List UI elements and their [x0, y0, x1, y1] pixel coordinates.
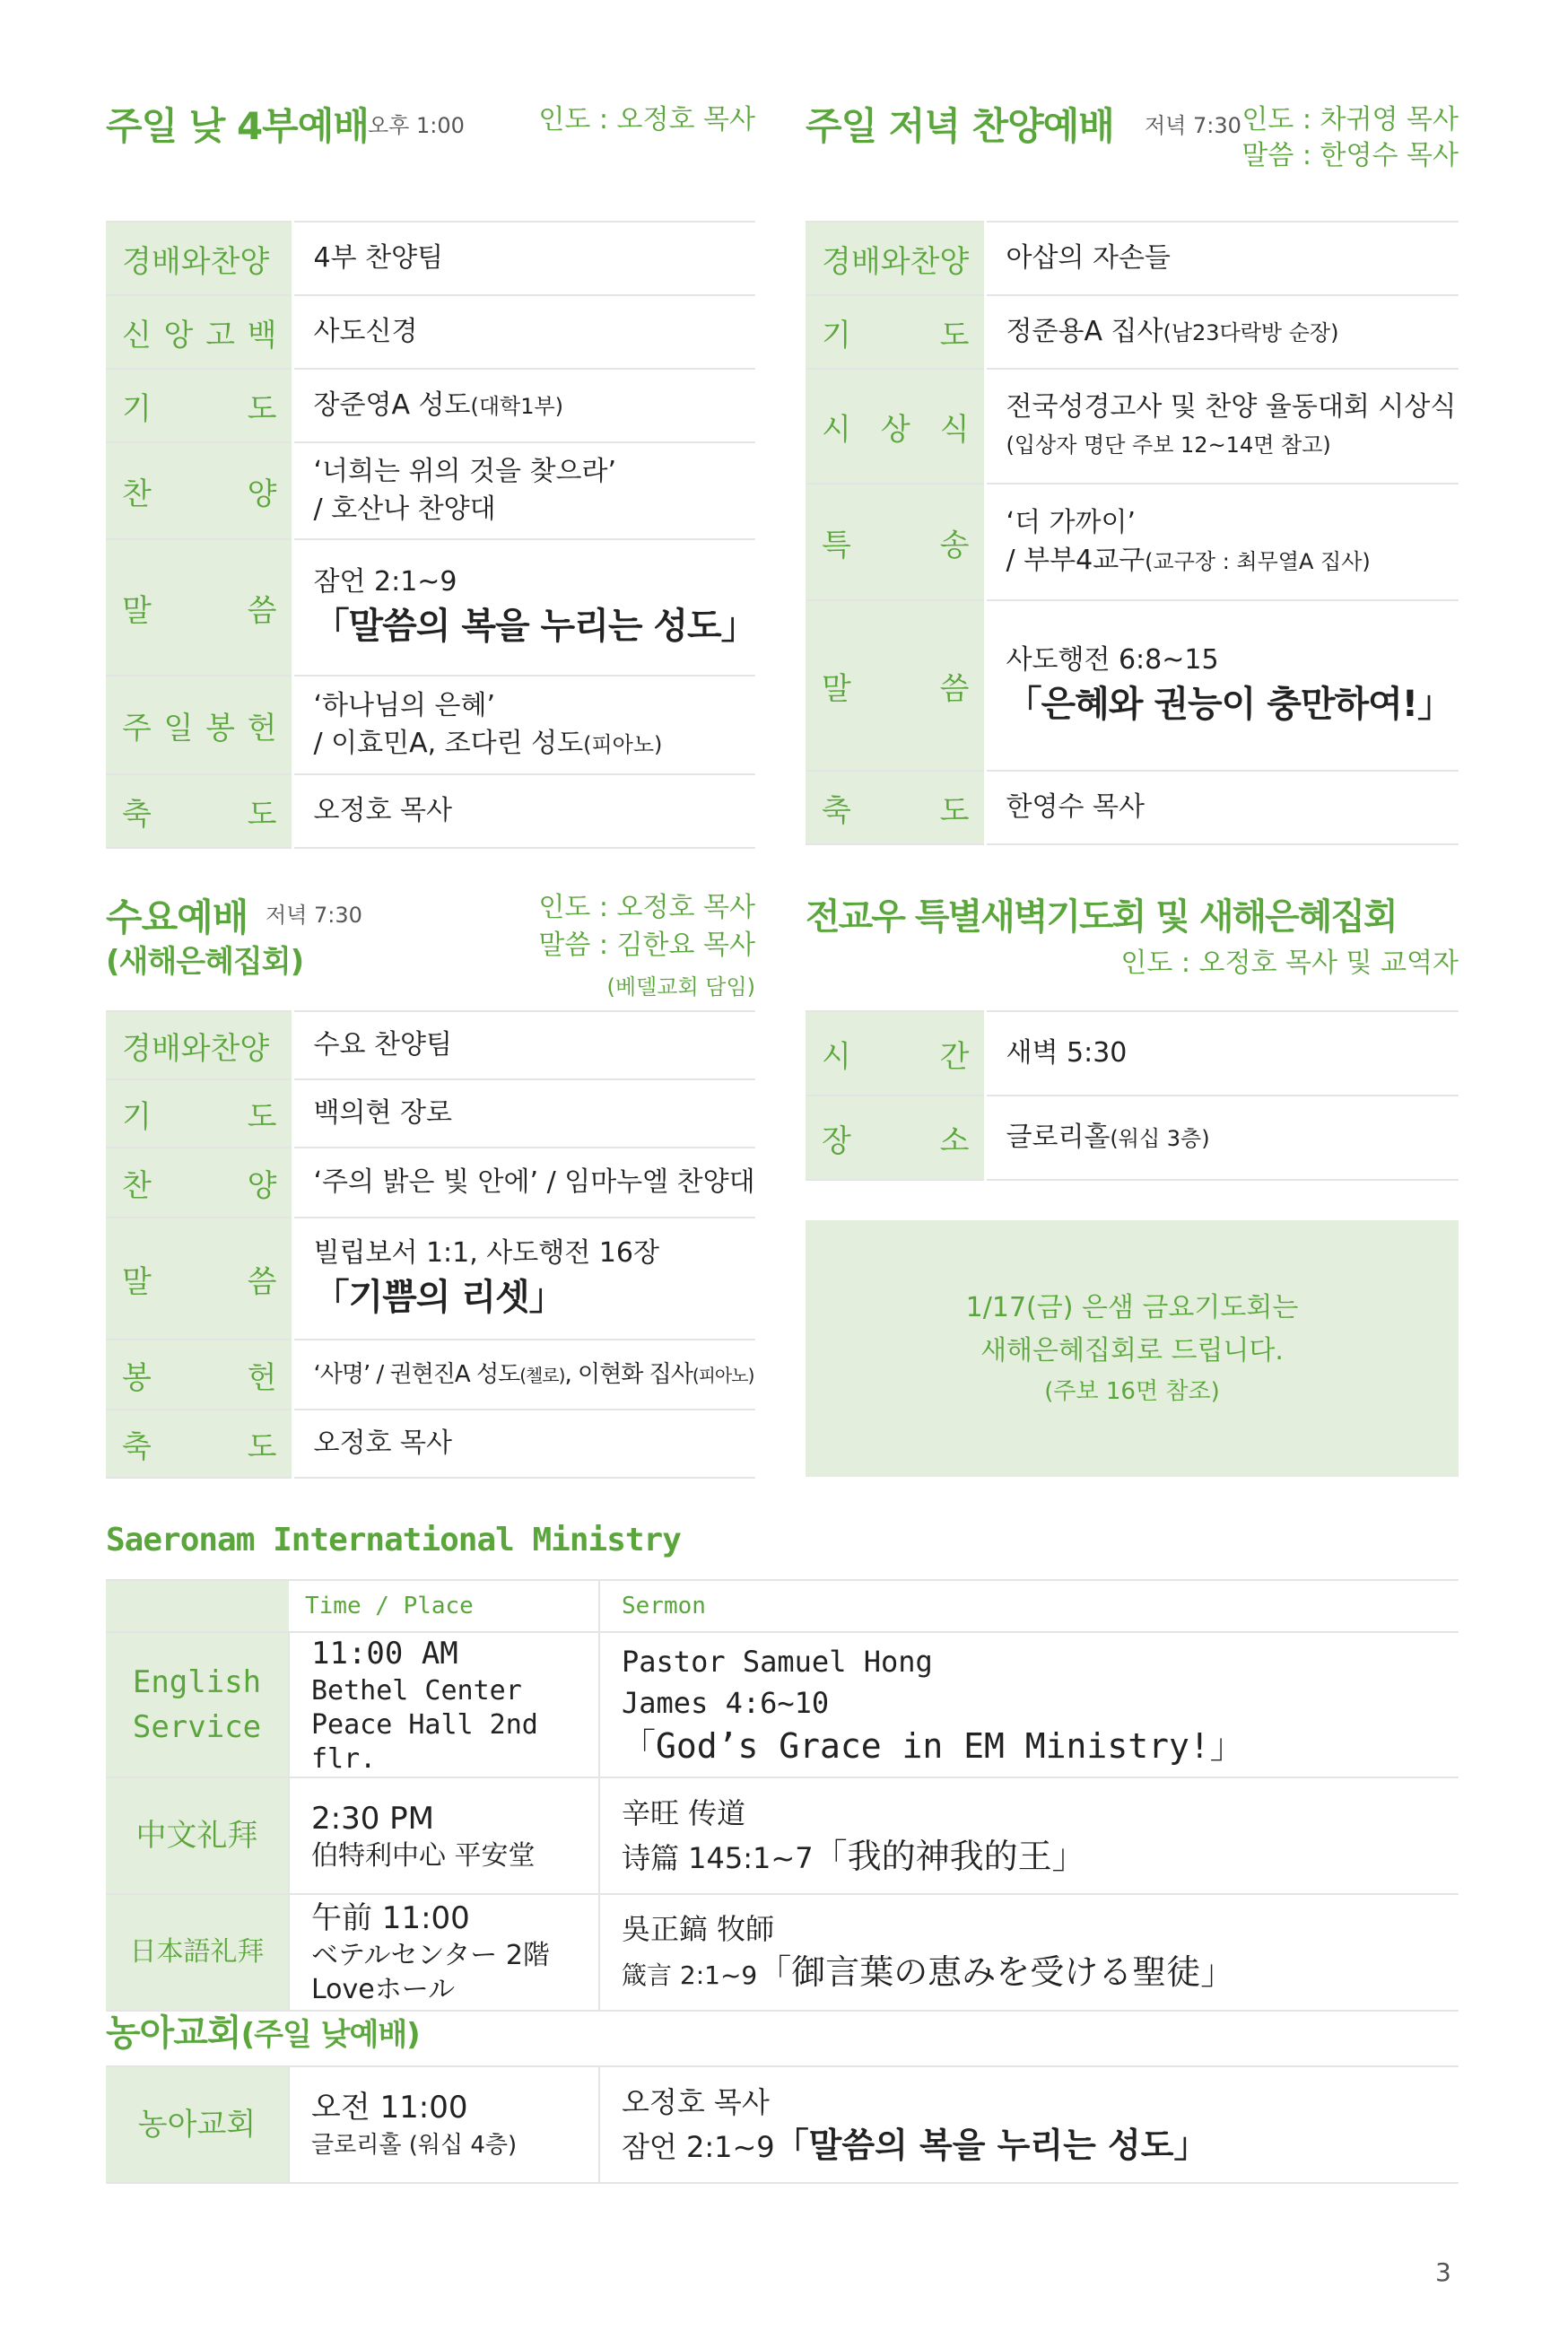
row-label: 장 소 — [806, 1096, 985, 1180]
wednesday-table — [106, 1010, 755, 1479]
dawn-row — [806, 1011, 1459, 1096]
notice-line: 1/17(금) 은샘 금요기도회는 — [965, 1292, 1299, 1323]
page-number: 3 — [1435, 2257, 1451, 2287]
row-value: 오정호 목사 — [292, 774, 755, 848]
row-time-place: 오전 11:00 글로리홀 (워십 4층) — [289, 2066, 599, 2183]
row-label: 시 상 식 — [806, 369, 985, 484]
intl-row — [106, 1777, 1459, 1894]
row-label: 신 앙 고 백 — [106, 295, 292, 369]
service4-time: 오후 1:00 — [368, 113, 465, 138]
row-value: 정준용A 집사(남23다락방 순장) — [985, 295, 1459, 369]
row-time-place: 11:00 AM Bethel Center Peace Hall 2nd flr. — [289, 1632, 599, 1777]
intl-row — [106, 1632, 1459, 1777]
wednesday-row — [106, 1340, 755, 1410]
service4-row — [106, 442, 755, 539]
row-sermon: 오정호 목사 잠언 2:1~9「말씀의 복을 누리는 성도」 — [599, 2066, 1459, 2183]
notice-line: 새해은혜집회로 드립니다. — [980, 1335, 1284, 1366]
notice-box — [806, 1220, 1459, 1477]
row-time-place: 午前 11:00 ベテルセンター 2階 Loveホール — [289, 1894, 599, 2011]
wednesday-row — [106, 1079, 755, 1148]
row-label: 찬 양 — [106, 442, 292, 539]
row-sermon: Pastor Samuel Hong James 4:6~10 「God’s Grace in EM Ministry!」 — [599, 1632, 1459, 1777]
evening-row — [806, 222, 1459, 295]
sermon-title: 「말씀의 복을 누리는 성도」 — [313, 606, 756, 647]
row-value: 사도신경 — [292, 295, 755, 369]
row-label: 경배와찬양 — [106, 222, 292, 295]
service4-row — [106, 369, 755, 442]
intl-row — [106, 1894, 1459, 2011]
service4-leader: 인도 : 오정호 목사 — [538, 104, 755, 135]
wednesday-row — [106, 1148, 755, 1218]
evening-time: 저녁 7:30 — [1145, 113, 1241, 138]
service4-row — [106, 539, 755, 676]
service4-row — [106, 774, 755, 848]
row-label: 특 송 — [806, 484, 985, 600]
row-value: 빌립보서 1:1, 사도행전 16장 「기쁨의 리셋」 — [292, 1218, 755, 1340]
row-label: 축 도 — [106, 774, 292, 848]
dawn-leader: 인도 : 오정호 목사 및 교역자 — [1120, 947, 1459, 979]
dawn-table — [806, 1010, 1459, 1181]
evening-row — [806, 484, 1459, 600]
row-value: 한영수 목사 — [985, 771, 1459, 844]
row-time-place: 2:30 PM 伯特利中心 平安堂 — [289, 1777, 599, 1894]
row-label: 中文礼拜 — [106, 1777, 289, 1894]
row-sermon: 吳正鎬 牧師 箴言 2:1~9「御言葉の恵みを受ける聖徒」 — [599, 1894, 1459, 2011]
wednesday-row — [106, 1218, 755, 1340]
wednesday-title: 수요예배 — [106, 895, 248, 939]
row-label: 경배와찬양 — [106, 1011, 292, 1079]
row-label: 봉 헌 — [106, 1340, 292, 1410]
evening-table — [806, 221, 1459, 845]
evening-row — [806, 295, 1459, 369]
row-label: 日本語礼拜 — [106, 1894, 289, 2011]
evening-row — [806, 369, 1459, 484]
row-label: 말 씀 — [106, 1218, 292, 1340]
row-value: ‘사명’ / 권현진A 성도(첼로), 이현화 집사(피아노) — [292, 1340, 755, 1410]
evening-row — [806, 600, 1459, 771]
row-label: 말 씀 — [806, 600, 985, 771]
row-label: 기 도 — [106, 1079, 292, 1148]
evening-row — [806, 771, 1459, 844]
row-value: 사도행전 6:8~15 「은혜와 권능이 충만하여!」 — [985, 600, 1459, 771]
row-value: 글로리홀(워십 3층) — [985, 1096, 1459, 1180]
wednesday-row — [106, 1011, 755, 1079]
notice-line: (주보 16면 참조) — [1044, 1378, 1220, 1405]
sermon-title: 「기쁨의 리셋」 — [313, 1277, 564, 1318]
row-label: 주 일 봉 헌 — [106, 676, 292, 774]
header-time-place: Time / Place — [289, 1580, 599, 1632]
row-value: ‘하나님의 은혜’ / 이효민A, 조다린 성도(피아노) — [292, 676, 755, 774]
row-value: 장준영A 성도(대학1부) — [292, 369, 755, 442]
wednesday-row — [106, 1410, 755, 1478]
wednesday-subtitle: (새해은혜집회) — [106, 944, 304, 980]
evening-title: 주일 저녁 찬양예배 — [806, 104, 1114, 148]
row-label: 말 씀 — [106, 539, 292, 676]
wednesday-time: 저녁 7:30 — [266, 903, 362, 928]
row-label: 축 도 — [806, 771, 985, 844]
service4-row — [106, 676, 755, 774]
intl-table — [106, 1579, 1459, 2012]
dawn-title: 전교우 특별새벽기도회 및 새해은혜집회 — [806, 896, 1397, 938]
row-label: 축 도 — [106, 1410, 292, 1478]
header-sermon: Sermon — [599, 1580, 1459, 1632]
sermon-title: 「은혜와 권능이 충만하여!」 — [1006, 684, 1452, 725]
evening-leader: 인도 : 차귀영 목사 — [1241, 104, 1459, 135]
service4-title: 주일 낮 4부예배 — [106, 104, 369, 148]
deaf-row — [106, 2066, 1459, 2183]
header-blank — [106, 1580, 289, 1632]
row-value: 백의현 장로 — [292, 1079, 755, 1148]
row-value: 잠언 2:1~9 「말씀의 복을 누리는 성도」 — [292, 539, 755, 676]
wednesday-leader: 인도 : 오정호 목사 — [538, 892, 755, 923]
dawn-row — [806, 1096, 1459, 1180]
deaf-title: 농아교회(주일 낮예배) — [106, 2012, 420, 2054]
service4-table — [106, 221, 755, 849]
service4-row — [106, 295, 755, 369]
row-label: 찬 양 — [106, 1148, 292, 1218]
row-value: ‘너희는 위의 것을 찾으라’ / 호산나 찬양대 — [292, 442, 755, 539]
row-label: 시 간 — [806, 1011, 985, 1096]
row-label: 기 도 — [806, 295, 985, 369]
row-label: 기 도 — [106, 369, 292, 442]
row-label: English Service — [106, 1632, 289, 1777]
service4-row — [106, 222, 755, 295]
row-value: 4부 찬양팀 — [292, 222, 755, 295]
row-value: 오정호 목사 — [292, 1410, 755, 1478]
wednesday-preacher-note: (베델교회 담임) — [606, 974, 755, 1000]
row-value: ‘주의 밝은 빛 안에’ / 임마누엘 찬양대 — [292, 1148, 755, 1218]
row-value: 전국성경고사 및 찬양 율동대회 시상식 (입상자 명단 주보 12~14면 참고) — [985, 369, 1459, 484]
evening-preacher: 말씀 : 한영수 목사 — [1241, 140, 1459, 171]
row-sermon: 辛旺 传道 诗篇 145:1~7「我的神我的王」 — [599, 1777, 1459, 1894]
intl-header-row — [106, 1580, 1459, 1632]
row-value: 수요 찬양팀 — [292, 1011, 755, 1079]
row-value: 새벽 5:30 — [985, 1011, 1459, 1096]
row-value: 아삽의 자손들 — [985, 222, 1459, 295]
row-value: ‘더 가까이’ / 부부4교구(교구장 : 최무열A 집사) — [985, 484, 1459, 600]
wednesday-preacher: 말씀 : 김한요 목사 — [538, 930, 755, 961]
row-label: 농아교회 — [106, 2066, 289, 2183]
row-label: 경배와찬양 — [806, 222, 985, 295]
intl-title: Saeronam International Ministry — [106, 1522, 681, 1558]
deaf-table — [106, 2065, 1459, 2184]
